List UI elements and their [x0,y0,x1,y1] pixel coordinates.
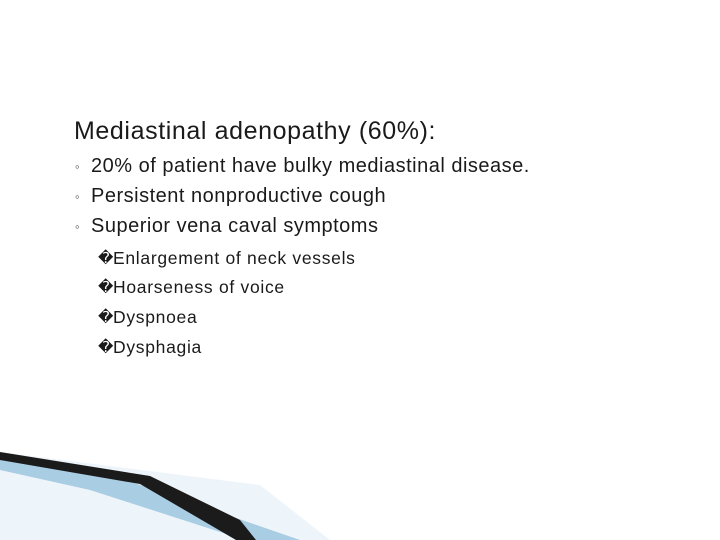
sub-item [75,155,530,178]
sub-sub-item-bullet: � [98,250,115,267]
sub-sub-item-text: Dyspnoea [113,307,198,327]
sub-item-bullet: ◦ [75,219,81,234]
sub-sub-item-text: Dysphagia [113,337,202,357]
sub-item-bullet: ◦ [75,189,81,204]
heading-item [52,117,436,146]
sub-sub-item [98,277,285,298]
sub-item [75,185,386,208]
sub-sub-item [98,307,197,328]
sub-sub-item-text: Hoarseness of voice [113,277,285,297]
sub-item-text: 20% of patient have bulky mediastinal disease. [91,155,530,177]
sub-item-text: Persistent nonproductive cough [91,185,387,207]
sub-item-bullet: ◦ [75,159,81,174]
sub-sub-item-text: Enlargement of neck vessels [113,248,356,268]
sub-sub-item [98,337,202,358]
sub-sub-item-bullet: � [98,339,115,356]
sub-sub-item [98,248,356,269]
sub-item [75,215,378,238]
sub-item-text: Superior vena caval symptoms [91,215,379,237]
sub-sub-item-bullet: � [98,279,115,296]
sub-sub-item-bullet: � [98,309,115,326]
heading-text: Mediastinal adenopathy (60%): [74,117,437,145]
